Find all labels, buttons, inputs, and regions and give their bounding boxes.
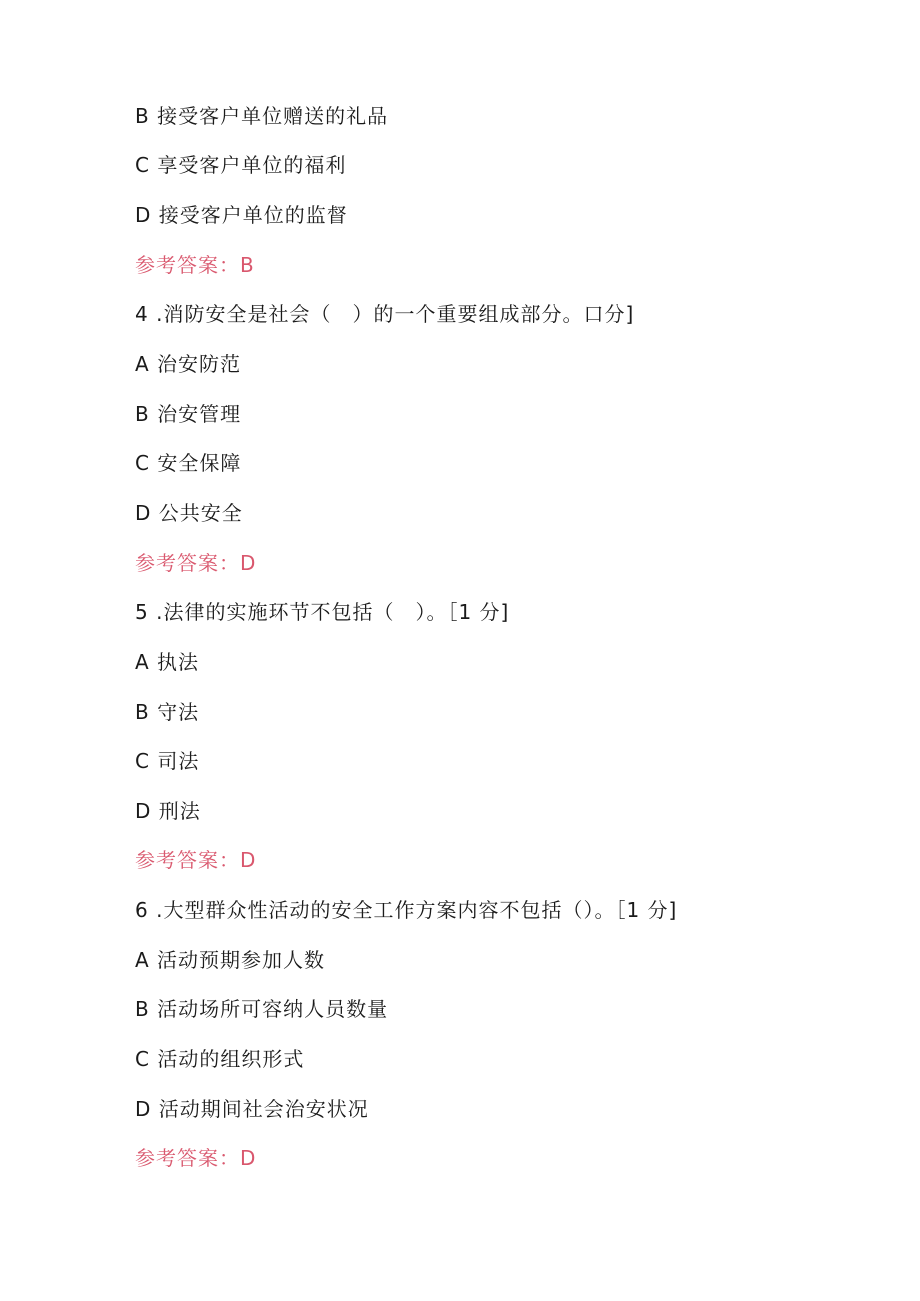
option-line: D 刑法 [135,799,201,823]
option-line: B 活动场所可容纳人员数量 [135,997,389,1021]
option-line: D 公共安全 [135,501,243,525]
option-line: A 执法 [135,650,200,674]
answer-line: 参考答案：D [135,551,257,575]
option-line: B 守法 [135,700,200,724]
option-line: B 治安管理 [135,402,242,426]
option-line: D 接受客户单位的监督 [135,203,348,227]
answer-line: 参考答案：B [135,253,255,277]
answer-line: 参考答案：D [135,848,257,872]
option-line: C 司法 [135,749,200,773]
answer-line: 参考答案：D [135,1146,257,1170]
option-line: A 治安防范 [135,352,242,376]
question-line: 5 .法律的实施环节不包括（ ）。［1 分] [135,600,510,624]
option-line: B 接受客户单位赠送的礼品 [135,104,389,128]
question-line: 4 .消防安全是社会（ ）的一个重要组成部分。口分] [135,302,635,326]
option-line: C 安全保障 [135,451,242,475]
option-line: A 活动预期参加人数 [135,948,326,972]
option-line: C 享受客户单位的福利 [135,153,347,177]
option-line: C 活动的组织形式 [135,1047,305,1071]
option-line: D 活动期间社会治安状况 [135,1097,369,1121]
question-line: 6 .大型群众性活动的安全工作方案内容不包括（）。［1 分] [135,898,678,922]
